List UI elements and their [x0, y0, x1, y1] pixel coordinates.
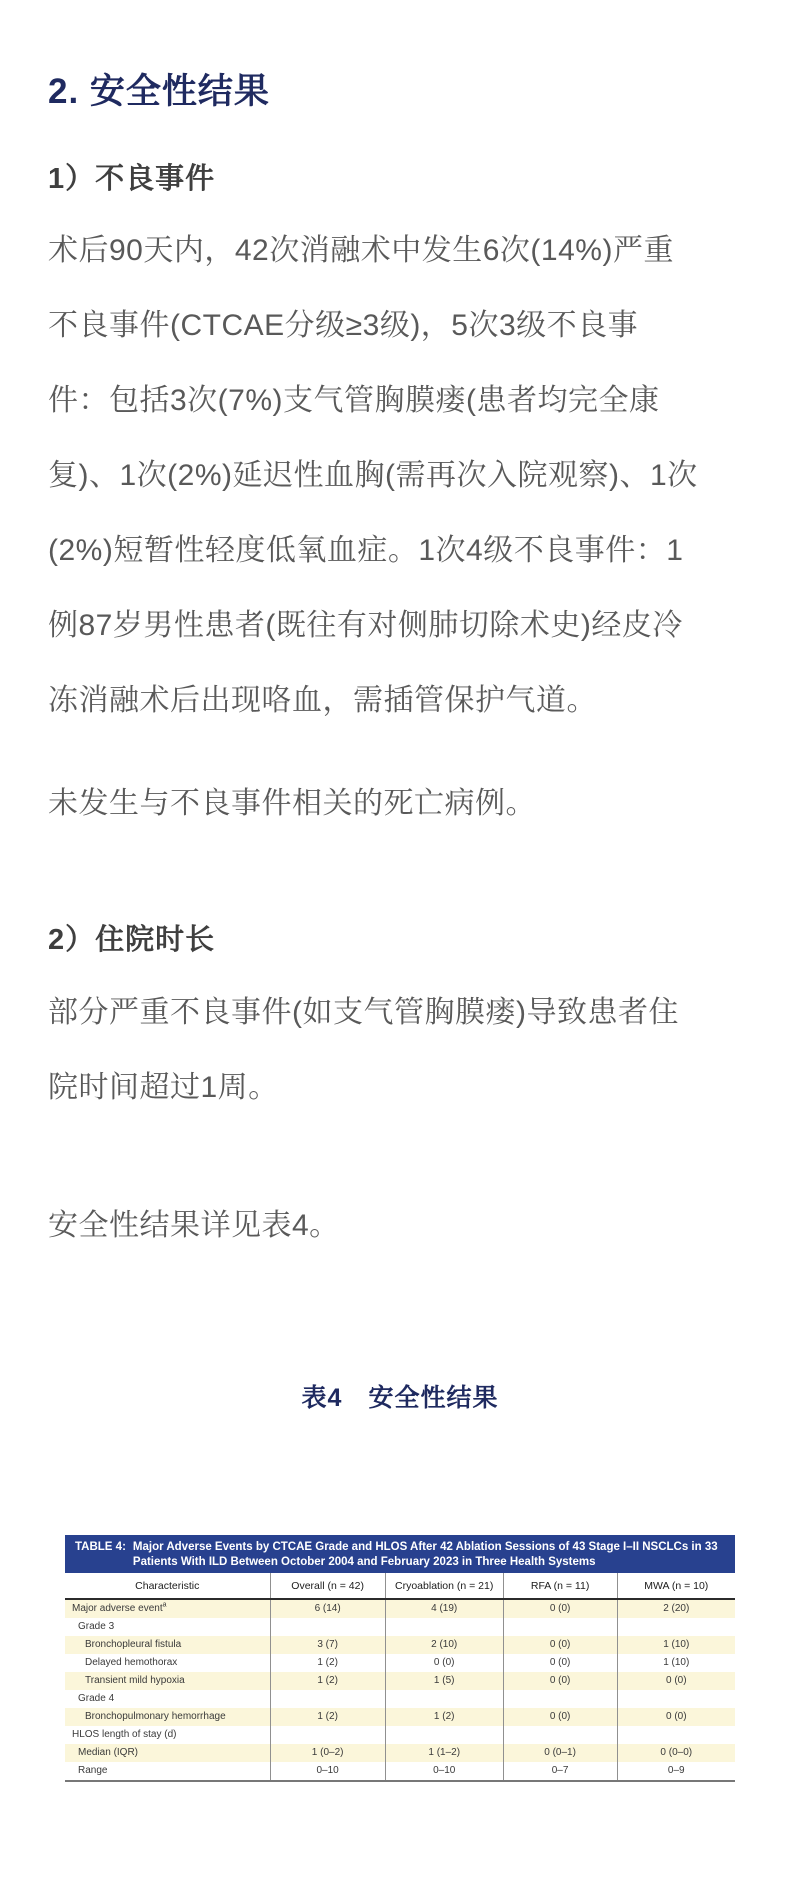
cell-value: 1 (0–2)	[270, 1744, 385, 1762]
cell-value: 4 (19)	[385, 1599, 503, 1618]
cell-value	[617, 1618, 735, 1636]
cell-value	[503, 1690, 617, 1708]
text-line: 术后90天内，42次消融术中发生6次(14%)严重	[48, 234, 674, 267]
table-row	[65, 1744, 735, 1762]
row-label: Transient mild hypoxia	[85, 1675, 185, 1686]
row-label: HLOS length of stay (d)	[72, 1729, 177, 1740]
table-row	[65, 1726, 735, 1744]
cell-value: 0 (0)	[617, 1708, 735, 1726]
footnote-marker: a	[162, 1601, 167, 1609]
cell-value: 0 (0)	[503, 1654, 617, 1672]
text-line: 例87岁男性患者(既往有对侧肺切除术史)经皮冷	[48, 609, 683, 642]
table-row	[65, 1672, 735, 1690]
cell-value: 1 (1–2)	[385, 1744, 503, 1762]
cell-value: 1 (5)	[385, 1672, 503, 1690]
paragraph-adverse-events	[48, 213, 752, 738]
text-line: (2%)短暂性轻度低氧血症。1次4级不良事件：1	[48, 534, 684, 567]
text-line: 件：包括3次(7%)支气管胸膜瘘(患者均完全康	[48, 384, 660, 417]
col-header-cryoablation: Cryoablation (n = 21)	[385, 1573, 503, 1599]
col-header-characteristic: Characteristic	[65, 1573, 270, 1599]
subsection-2-heading: 2）住院时长	[48, 924, 216, 956]
row-label: Grade 4	[78, 1693, 115, 1704]
article-page	[0, 70, 800, 1877]
cell-value: 2 (10)	[385, 1636, 503, 1654]
cell-value: 1 (10)	[617, 1636, 735, 1654]
cell-value	[385, 1618, 503, 1636]
table4-grid	[65, 1573, 735, 1782]
table-row	[65, 1708, 735, 1726]
table-row	[65, 1599, 735, 1618]
col-header-rfa: RFA (n = 11)	[503, 1573, 617, 1599]
table4	[65, 1535, 735, 1782]
table-row	[65, 1654, 735, 1672]
text-line: 复)、1次(2%)延迟性血胸(需再次入院观察)、1次	[48, 459, 698, 492]
row-label: Delayed hemothorax	[85, 1657, 178, 1668]
table-row	[65, 1618, 735, 1636]
row-label: Grade 3	[78, 1621, 115, 1632]
cell-value: 0–10	[385, 1762, 503, 1781]
cell-value: 0 (0–1)	[503, 1744, 617, 1762]
cell-value: 1 (2)	[270, 1708, 385, 1726]
paragraph-no-deaths: 未发生与不良事件相关的死亡病例。	[48, 787, 536, 820]
cell-value	[385, 1726, 503, 1744]
cell-value: 3 (7)	[270, 1636, 385, 1654]
cell-value: 0–10	[270, 1762, 385, 1781]
text-line: 部分严重不良事件(如支气管胸膜瘘)导致患者住	[48, 996, 679, 1029]
cell-value: 0 (0–0)	[617, 1744, 735, 1762]
table-row	[65, 1636, 735, 1654]
row-label: Range	[65, 1762, 270, 1781]
cell-value: 6 (14)	[270, 1599, 385, 1618]
table-row	[65, 1762, 735, 1781]
cell-value: 2 (20)	[617, 1599, 735, 1618]
row-label: Median (IQR)	[78, 1747, 139, 1758]
table-row	[65, 1690, 735, 1708]
table-caption: 表4 安全性结果	[301, 1384, 499, 1412]
cell-value: 0 (0)	[503, 1599, 617, 1618]
cell-value	[270, 1618, 385, 1636]
cell-value: 1 (2)	[385, 1708, 503, 1726]
cell-value	[385, 1690, 503, 1708]
text-line: 冻消融术后出现咯血，需插管保护气道。	[48, 684, 597, 717]
col-header-overall: Overall (n = 42)	[270, 1573, 385, 1599]
cell-value: 1 (2)	[270, 1654, 385, 1672]
table-header-row	[65, 1573, 735, 1599]
row-label: Major adverse event$^a$	[72, 1601, 167, 1614]
cell-value: 0 (0)	[503, 1636, 617, 1654]
paragraph-see-table: 安全性结果详见表4。	[48, 1209, 340, 1242]
section-heading: 2. 安全性结果	[48, 72, 270, 111]
cell-value: 0 (0)	[503, 1672, 617, 1690]
cell-value	[617, 1726, 735, 1744]
cell-value	[270, 1690, 385, 1708]
cell-value: 0–7	[503, 1762, 617, 1781]
cell-value	[503, 1618, 617, 1636]
cell-value: 1 (2)	[270, 1672, 385, 1690]
cell-value	[270, 1726, 385, 1744]
cell-value: 0 (0)	[385, 1654, 503, 1672]
cell-value: 0 (0)	[617, 1672, 735, 1690]
cell-value	[503, 1726, 617, 1744]
cell-value: 1 (10)	[617, 1654, 735, 1672]
text-line: 院时间超过1周。	[48, 1071, 279, 1104]
table4-title-text: Major Adverse Events by CTCAE Grade and HLOS After 42 Ablation Sessions of 43 Stage I–II NSCLCs in 33 Patients With ILD Between October 2004 and February 2023 in Three Health Systems	[132, 1541, 718, 1568]
text-line: 不良事件(CTCAE分级≥3级)，5次3级不良事	[48, 309, 639, 342]
cell-value: 0 (0)	[503, 1708, 617, 1726]
cell-value: 0–9	[617, 1762, 735, 1781]
subsection-1-heading: 1）不良事件	[48, 163, 216, 195]
row-label: Bronchopulmonary hemorrhage	[85, 1711, 226, 1722]
table4-title-label: TABLE 4:	[75, 1541, 126, 1553]
cell-value	[617, 1690, 735, 1708]
paragraph-hospital-stay	[48, 975, 752, 1125]
table4-title-band	[65, 1535, 735, 1573]
row-label: Bronchopleural fistula	[85, 1639, 182, 1650]
col-header-mwa: MWA (n = 10)	[617, 1573, 735, 1599]
